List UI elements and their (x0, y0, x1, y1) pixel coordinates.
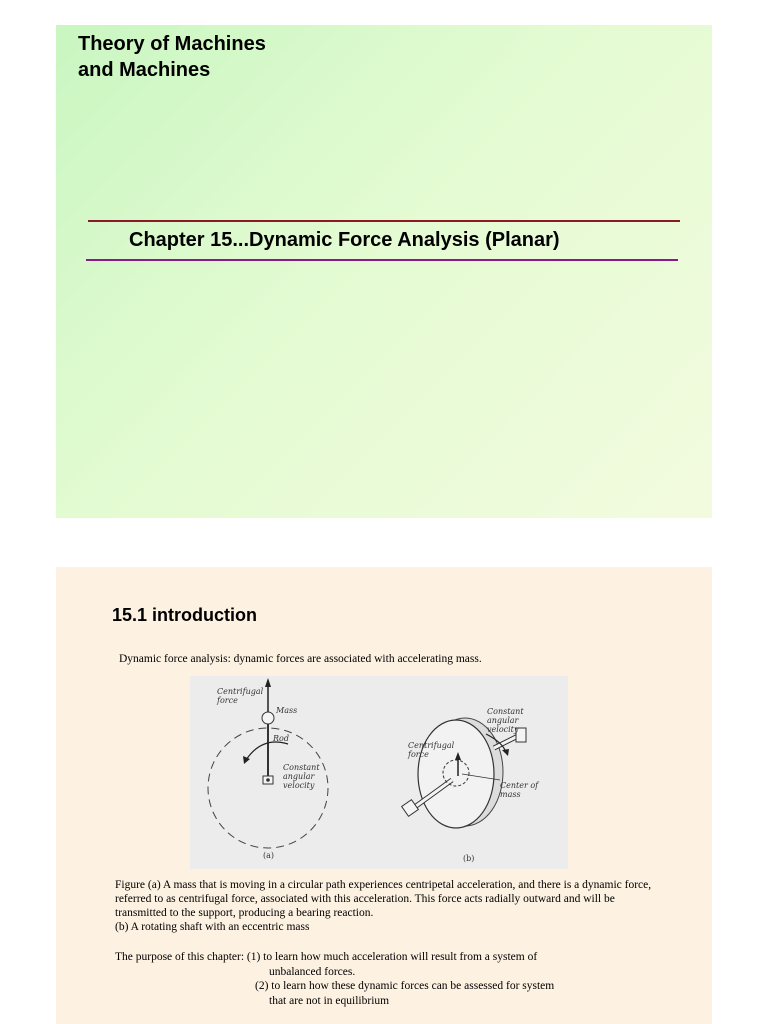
fig-b-const-2: angular (487, 716, 519, 725)
purpose-line-4: that are not in equilibrium (269, 994, 390, 1007)
purpose-line-2: unbalanced forces. (269, 965, 356, 978)
chapter-title: Chapter 15...Dynamic Force Analysis (Planar) (129, 229, 560, 251)
caption-line-2: referred to as centrifugal force, associated with this acceleration. This force acts radially outward and will be (115, 893, 615, 905)
fig-b-centrifugal-2: force (408, 750, 429, 759)
fig-a-const-2: angular (283, 772, 315, 781)
title-divider-top (88, 220, 680, 222)
fig-a-const-1: Constant (283, 763, 320, 772)
chapter-purpose (115, 950, 695, 1008)
fig-b-const-3: velocity (487, 725, 519, 734)
intro-text: Dynamic force analysis: dynamic forces are associated with accelerating mass. (119, 653, 482, 665)
title-divider-bottom (86, 259, 678, 261)
fig-a-tag: (a) (263, 851, 275, 860)
fig-b-centrifugal-1: Centrifugal (408, 741, 455, 750)
fig-a-centrifugal-2: force (217, 696, 238, 705)
rotating-mass-figure (190, 676, 568, 869)
fig-b-center-2: mass (500, 790, 521, 799)
caption-line-4: (b) A rotating shaft with an eccentric mass (115, 921, 310, 933)
fig-b-const-1: Constant (487, 707, 524, 716)
title-slide (56, 25, 712, 518)
purpose-line-1: The purpose of this chapter: (1) to learn how much acceleration will result from a system of (115, 951, 538, 963)
fig-b-center-1: Center of (500, 781, 539, 790)
purpose-line-3: (2) to learn how these dynamic forces can be assessed for system (255, 980, 555, 992)
figure-b-diagram (402, 718, 526, 828)
fig-b-tag: (b) (463, 854, 475, 863)
fig-a-mass-label: Mass (276, 706, 298, 715)
fig-a-rod-label: Rod (273, 734, 289, 743)
caption-line-3: transmitted to the support, producing a bearing reaction. (115, 907, 374, 919)
caption-line-1: Figure (a) A mass that is moving in a circular path experiences centripetal acceleration, and there is a dynamic force, (115, 879, 652, 891)
fig-a-centrifugal-1: Centrifugal (217, 687, 264, 696)
course-title (78, 31, 266, 83)
fig-a-const-3: velocity (283, 781, 315, 790)
course-title-line-2: and Machines (78, 59, 211, 81)
course-title-line-1: Theory of Machines (78, 33, 266, 55)
introduction-slide (56, 567, 712, 1024)
figure-caption (115, 878, 695, 934)
section-heading: 15.1 introduction (112, 605, 258, 625)
